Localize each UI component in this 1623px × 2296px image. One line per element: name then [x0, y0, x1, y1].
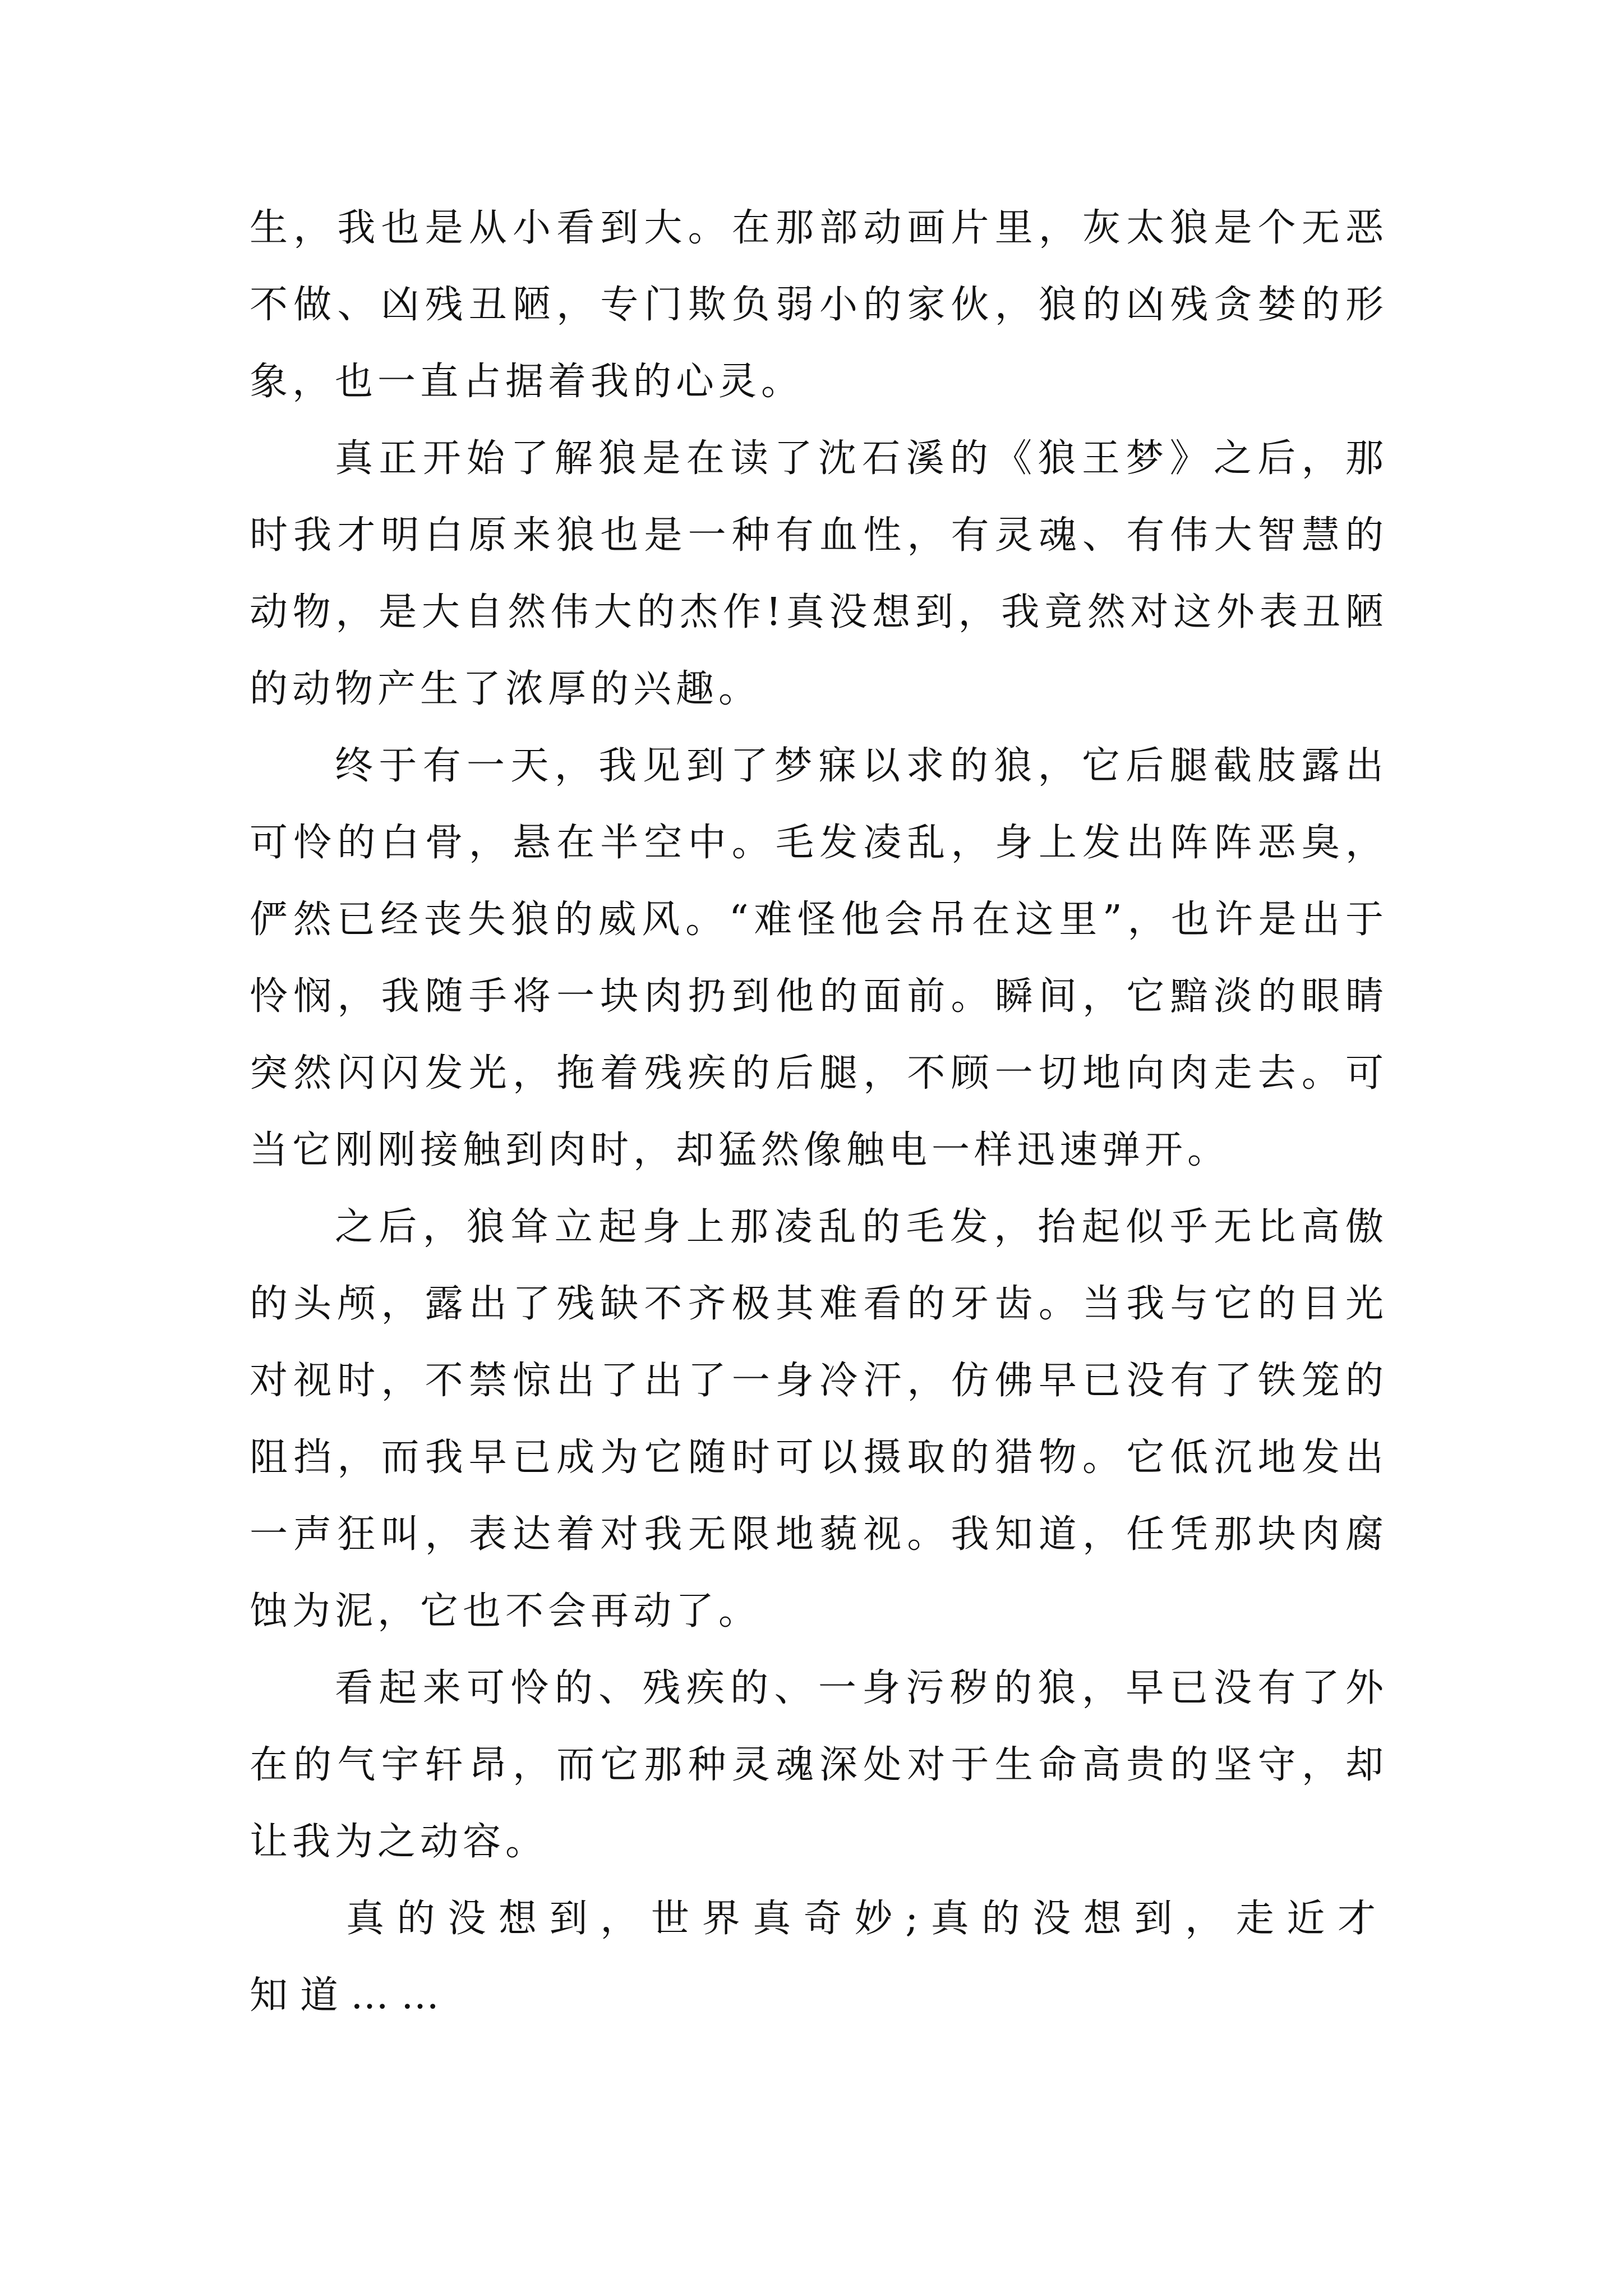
- paragraph-wolf-king-dream: 真正开始了解狼是在读了沈石溪的《狼王梦》之后，那时我才明白原来狼也是一种有血性，有灵魂、有伟大智慧的动物，是大自然伟大的杰作!真没想到，我竟然对这外表丑陋的动物产生了浓厚的兴趣。: [250, 436, 1388, 711]
- paragraph-meeting-wolf: 终于有一天，我见到了梦寐以求的狼，它后腿截肢露出可怜的白骨，悬在半空中。毛发凌乱，身上发出阵阵恶臭，俨然已经丧失狼的威风。“难怪他会吊在这里”，也许是出于怜悯，我随手将一块肉扔到他的面前。瞬间，它黯淡的眼睛突然闪闪发光，拖着残疾的后腿，不顾一切地向肉走去。可当它刚刚接触到肉时，却猛然像触电一样迅速弹开。: [250, 744, 1388, 1172]
- document-body: [250, 190, 1388, 2034]
- paragraph-wolf-reaction: 之后，狼耸立起身上那凌乱的毛发，抬起似乎无比高傲的头颅，露出了残缺不齐极其难看的牙齿。当我与它的目光对视时，不禁惊出了出了一身冷汗，仿佛早已没有了铁笼的阻挡，而我早已成为它随时可以摄取的猎物。它低沉地发出一声狂叫，表达着对我无限地藐视。我知道，任凭那块肉腐蚀为泥，它也不会再动了。: [250, 1205, 1388, 1634]
- paragraph-reflection: 看起来可怜的、残疾的、一身污秽的狼，早已没有了外在的气宇轩昂，而它那种灵魂深处对于生命高贵的坚守，却让我为之动容。: [250, 1666, 1388, 1864]
- paragraph-continuation: 生，我也是从小看到大。在那部动画片里，灰太狼是个无恶不做、凶残丑陋，专门欺负弱小的家伙，狼的凶残贪婪的形象，也一直占据着我的心灵。: [250, 206, 1388, 404]
- paragraph-closing: 真的没想到，世界真奇妙;真的没想到，走近才知道……: [250, 1897, 1388, 2018]
